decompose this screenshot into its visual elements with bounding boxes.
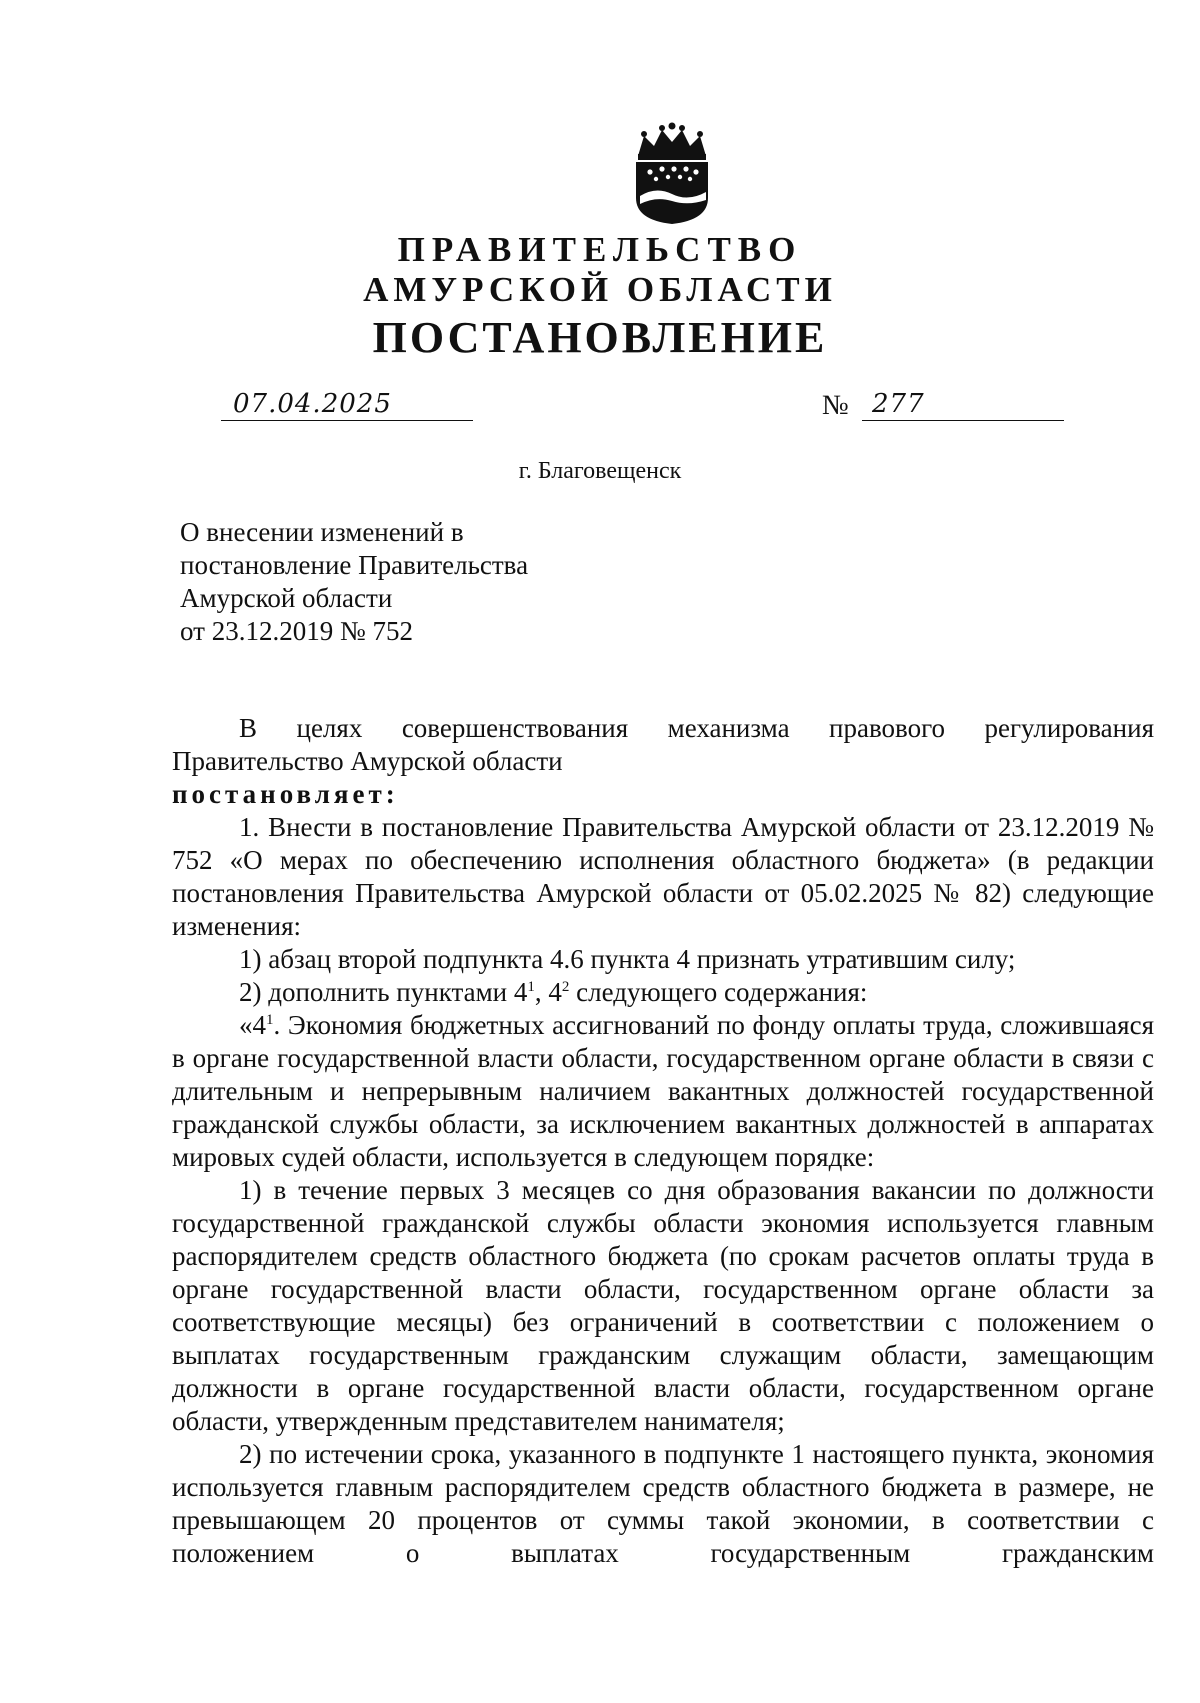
- document-number: 277: [872, 389, 925, 419]
- region-title: АМУРСКОЙ ОБЛАСТИ: [363, 270, 837, 309]
- superscript: 1: [266, 1012, 274, 1028]
- document-subject: [180, 516, 528, 648]
- paragraph-4-1: [172, 1009, 1154, 1174]
- paragraph-4-1-text: . Экономия бюджетных ассигнований по фонду оплаты труда, сложившаяся в органе государственной власти области, государственном органе области в связи с длительным и непрерывным наличием вакантных должностей государственной гражданской службы области, за исключением вакантных должностей в аппаратах мировых судей области, используется в следующем порядке:: [172, 1010, 1154, 1172]
- subitem-2-text: следующего содержания:: [569, 977, 868, 1007]
- subitem-2-text: , 4: [534, 977, 562, 1007]
- document-body: [172, 712, 1154, 1570]
- subitem-2: [172, 976, 1154, 1009]
- amur-oblast-coat-of-arms-icon: [630, 122, 714, 226]
- subject-line: от 23.12.2019 № 752: [180, 616, 413, 646]
- preamble: В целях совершенствования механизма правового регулирования Правительство Амурской области: [172, 713, 1154, 776]
- document-type: ПОСТАНОВЛЕНИЕ: [372, 313, 828, 362]
- paragraph-4-1-sub-2: 2) по истечении срока, указанного в подпункте 1 настоящего пункта, экономия используется главным распорядителем средств областного бюджета в размере, не превышающем 20 процентов от суммы такой экономии, в соответствии с положением о выплатах государственным гражданским: [172, 1439, 1154, 1568]
- subitem-1: 1) абзац второй подпункта 4.6 пункта 4 признать утратившим силу;: [239, 944, 1016, 974]
- number-label: №: [822, 390, 849, 421]
- subject-line: О внесении изменений в: [180, 517, 464, 547]
- subitem-2-text: 2) дополнить пунктами 4: [239, 977, 528, 1007]
- date-field: [221, 386, 473, 421]
- number-field: [862, 386, 1064, 421]
- city: г. Благовещенск: [518, 458, 682, 484]
- subject-line: Амурской области: [180, 583, 393, 613]
- paragraph-4-1-text: «4: [239, 1010, 266, 1040]
- subject-line: постановление Правительства: [180, 550, 529, 580]
- government-title: ПРАВИТЕЛЬСТВО: [397, 230, 803, 269]
- superscript: 2: [561, 979, 570, 995]
- paragraph-4-1-sub-1: 1) в течение первых 3 месяцев со дня образования вакансии по должности государственной гражданской службы области экономия используется главным распорядителем средств областного бюджета (по срокам расчетов оплаты труда в органе государственной власти области, государственном органе области за соответствующие месяцы) без ограничений в соответствии с положением о выплатах государственным гражданским служащим области, замещающим должности в органе государственной власти области, государственном органе области, утвержденным представителем нанимателя;: [172, 1175, 1154, 1436]
- item-1: 1. Внести в постановление Правительства Амурской области от 23.12.2019 № 752 «О мерах по обеспечению исполнения областного бюджета» (в редакции постановления Правительства Амурской области от 05.02.2025 № 82) следующие изменения:: [172, 812, 1154, 941]
- decree-word: постановляет:: [172, 779, 399, 809]
- document-date: 07.04.2025: [233, 389, 392, 419]
- superscript: 1: [527, 979, 535, 995]
